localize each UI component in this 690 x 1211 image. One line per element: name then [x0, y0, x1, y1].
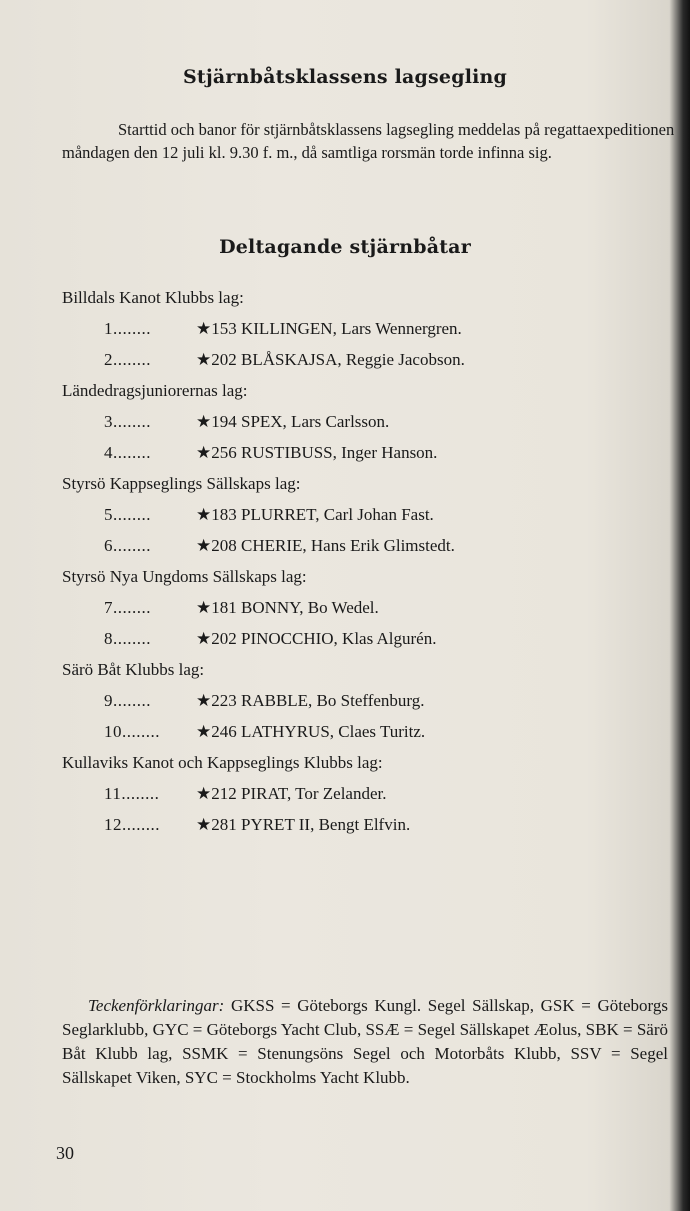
boat-entry — [62, 406, 662, 437]
club-name: Kullaviks Kanot och Kappseglings Klubbs lag: — [62, 753, 383, 772]
boat-entry — [62, 623, 662, 654]
boat-details: ★208 CHERIE, Hans Erik Glimstedt. — [196, 536, 455, 555]
boat-entry — [62, 685, 662, 716]
section-heading: Deltagande stjärnbåtar — [219, 236, 471, 258]
boat-number: 6........ — [104, 536, 151, 555]
boat-details: ★246 LATHYRUS, Claes Turitz. — [196, 722, 426, 741]
boat-number: 4........ — [104, 443, 151, 462]
boat-details: ★202 PINOCCHIO, Klas Algurén. — [196, 629, 437, 648]
boat-details: ★281 PYRET II, Bengt Elfvin. — [196, 815, 411, 834]
boat-number: 11........ — [104, 784, 160, 803]
boat-details: ★223 RABBLE, Bo Steffenburg. — [196, 691, 425, 710]
boat-number: 3........ — [104, 412, 151, 431]
boat-number: 12........ — [104, 815, 160, 834]
boat-number: 1........ — [104, 319, 151, 338]
boat-number: 2........ — [104, 350, 151, 369]
club-name: Ländedragsjuniorernas lag: — [62, 381, 248, 400]
boat-number: 10........ — [104, 722, 160, 741]
boat-entry — [62, 716, 662, 747]
boat-details: ★194 SPEX, Lars Carlsson. — [196, 412, 390, 431]
legend — [62, 994, 668, 1090]
boat-details: ★181 BONNY, Bo Wedel. — [196, 598, 379, 617]
boat-number: 5........ — [104, 505, 151, 524]
club-name: Styrsö Nya Ungdoms Sällskaps lag: — [62, 567, 307, 586]
boat-entry — [62, 809, 662, 840]
boat-entry — [62, 592, 662, 623]
intro-text: Starttid och banor för stjärnbåtsklassens lagsegling meddelas på regattaexpeditionen måndagen den 12 juli kl. 9.30 f. m., då samtliga rorsmän torde infinna sig. — [62, 120, 675, 162]
club-name: Styrsö Kappseglings Sällskaps lag: — [62, 474, 301, 493]
club-name: Särö Båt Klubbs lag: — [62, 660, 205, 679]
club-name: Billdals Kanot Klubbs lag: — [62, 288, 244, 307]
boat-number: 7........ — [104, 598, 151, 617]
boat-details: ★183 PLURRET, Carl Johan Fast. — [196, 505, 434, 524]
boat-details: ★202 BLÅSKAJSA, Reggie Jacobson. — [196, 350, 465, 369]
boat-entry — [62, 778, 662, 809]
boat-details: ★153 KILLINGEN, Lars Wennergren. — [196, 319, 462, 338]
boat-number: 9........ — [104, 691, 151, 710]
legend-paragraph — [62, 994, 668, 1090]
boat-entry — [62, 344, 662, 375]
boat-number: 8........ — [104, 629, 151, 648]
legend-label: Teckenförklaringar: — [88, 996, 225, 1015]
page-title: Stjärnbåtsklassens lagsegling — [182, 66, 508, 88]
boat-entry — [62, 437, 662, 468]
intro-paragraph — [62, 118, 682, 164]
legend-text: GKSS = Göteborgs Kungl. Segel Sällskap, GSK = Göteborgs Seglarklubb, GYC = Göteborgs Yacht Club, SSÆ = Segel Sällskapet Æolus, SBK = Särö Båt Klubb lag, SSMK = Stenungsöns Segel och Motorbåts Klubb, SSV = Segel Sällskapet Viken, SYC = Stockholms Yacht Klubb. — [62, 996, 668, 1087]
page-number: 30 — [56, 1143, 74, 1163]
boat-details: ★256 RUSTIBUSS, Inger Hanson. — [196, 443, 438, 462]
boat-entry — [62, 313, 662, 344]
participant-list — [62, 282, 662, 840]
boat-details: ★212 PIRAT, Tor Zelander. — [196, 784, 387, 803]
boat-entry — [62, 499, 662, 530]
boat-entry — [62, 530, 662, 561]
